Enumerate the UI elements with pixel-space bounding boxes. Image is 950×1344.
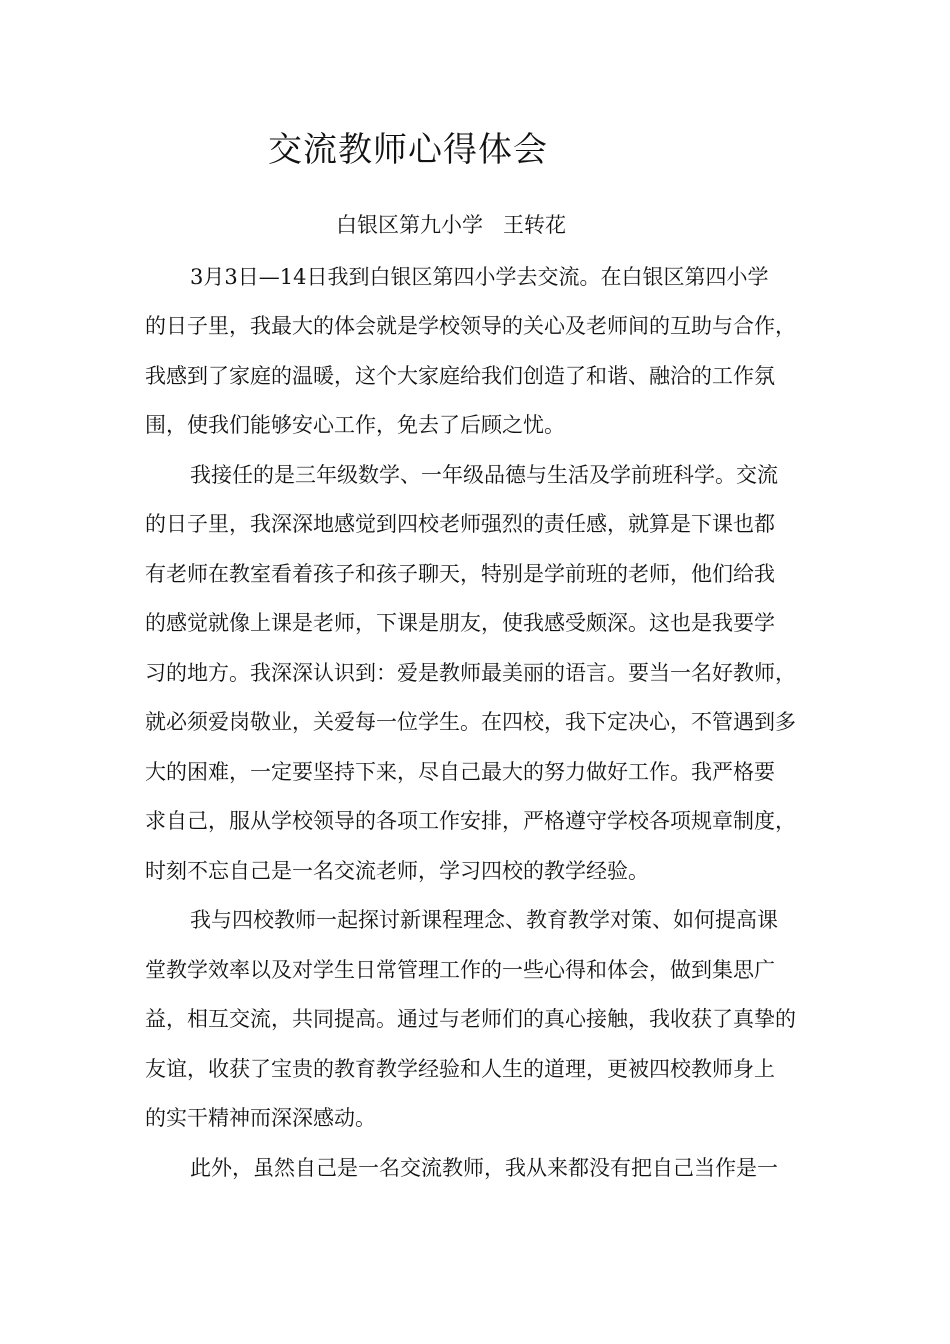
paragraph-1-line-2: 的日子里，我最大的体会就是学校领导的关心及老师间的互助与合作， <box>145 314 796 338</box>
paragraph-2-line-9: 时刻不忘自己是一名交流老师，学习四校的教学经验。 <box>145 859 649 883</box>
author-line: 白银区第九小学 王转花 <box>336 213 567 237</box>
paragraph-1-line-3: 我感到了家庭的温暖，这个大家庭给我们创造了和谐、融洽的工作氛 <box>145 364 775 388</box>
paragraph-1-line-1: 3月3日—14日我到白银区第四小学去交流。在白银区第四小学 <box>190 265 769 289</box>
paragraph-2-line-7: 大的困难，一定要坚持下来，尽自己最大的努力做好工作。我严格要 <box>145 760 775 784</box>
paragraph-3-line-1: 我与四校教师一起探讨新课程理念、教育教学对策、如何提高课 <box>190 908 778 932</box>
paragraph-4-line-1: 此外，虽然自己是一名交流教师，我从来都没有把自己当作是一 <box>190 1156 778 1180</box>
paragraph-2-line-6: 就必须爱岗敬业，关爱每一位学生。在四校，我下定决心，不管遇到多 <box>145 710 796 734</box>
paragraph-3-line-2: 堂教学效率以及对学生日常管理工作的一些心得和体会，做到集思广 <box>145 958 775 982</box>
document-title: 交流教师心得体会 <box>268 130 548 170</box>
paragraph-2-line-4: 的感觉就像上课是老师，下课是朋友，使我感受颇深。这也是我要学 <box>145 611 775 635</box>
paragraph-2-line-5: 习的地方。我深深认识到：爱是教师最美丽的语言。要当一名好教师， <box>145 661 796 685</box>
paragraph-2-line-3: 有老师在教室看着孩子和孩子聊天，特别是学前班的老师，他们给我 <box>145 562 775 586</box>
paragraph-2-line-2: 的日子里，我深深地感觉到四校老师强烈的责任感，就算是下课也都 <box>145 512 775 536</box>
paragraph-3-line-5: 的实干精神而深深感动。 <box>145 1106 376 1130</box>
paragraph-3-line-4: 友谊，收获了宝贵的教育教学经验和人生的道理，更被四校教师身上 <box>145 1057 775 1081</box>
paragraph-2-line-8: 求自己，服从学校领导的各项工作安排，严格遵守学校各项规章制度， <box>145 809 796 833</box>
paragraph-1-line-4: 围，使我们能够安心工作，免去了后顾之忧。 <box>145 413 565 437</box>
paragraph-2-line-1: 我接任的是三年级数学、一年级品德与生活及学前班科学。交流 <box>190 463 778 487</box>
paragraph-3-line-3: 益，相互交流，共同提高。通过与老师们的真心接触，我收获了真挚的 <box>145 1007 796 1031</box>
